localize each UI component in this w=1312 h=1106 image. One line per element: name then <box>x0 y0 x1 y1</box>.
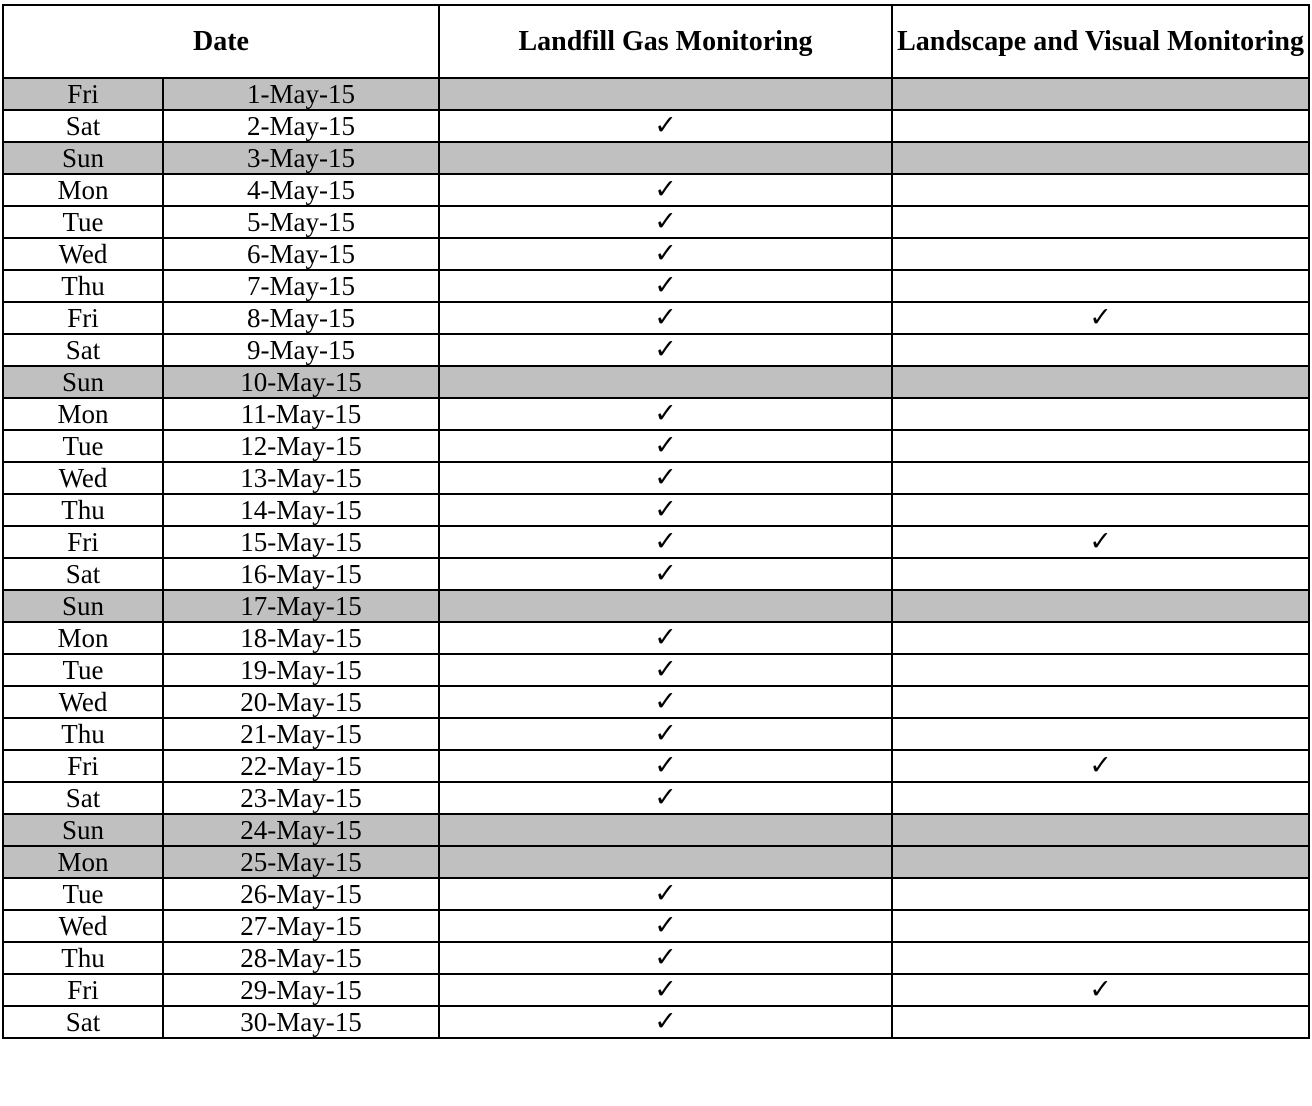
table-row <box>3 814 1309 846</box>
landscape-visual-cell <box>892 910 1309 942</box>
table-row <box>3 398 1309 430</box>
check-mark-icon: ✓ <box>654 686 677 717</box>
date-cell: 26-May-15 <box>163 878 439 910</box>
check-mark-icon: ✓ <box>1089 974 1112 1005</box>
landfill-gas-column-header: Landfill Gas Monitoring <box>439 5 892 78</box>
check-mark-icon: ✓ <box>654 206 677 237</box>
day-cell: Fri <box>3 302 163 334</box>
check-mark-icon: ✓ <box>1089 302 1112 333</box>
date-cell: 25-May-15 <box>163 846 439 878</box>
day-cell: Sat <box>3 110 163 142</box>
check-mark-icon: ✓ <box>654 942 677 973</box>
landfill-gas-cell <box>439 942 892 974</box>
landfill-gas-cell <box>439 494 892 526</box>
landscape-visual-cell <box>892 1006 1309 1038</box>
landfill-gas-cell <box>439 654 892 686</box>
landscape-visual-cell <box>892 814 1309 846</box>
date-cell: 29-May-15 <box>163 974 439 1006</box>
date-cell: 22-May-15 <box>163 750 439 782</box>
table-row <box>3 462 1309 494</box>
day-cell: Thu <box>3 718 163 750</box>
landfill-gas-cell <box>439 334 892 366</box>
day-cell: Tue <box>3 654 163 686</box>
day-cell: Wed <box>3 462 163 494</box>
landfill-gas-cell <box>439 910 892 942</box>
date-cell: 4-May-15 <box>163 174 439 206</box>
date-cell: 27-May-15 <box>163 910 439 942</box>
landfill-gas-cell <box>439 142 892 174</box>
date-cell: 6-May-15 <box>163 238 439 270</box>
landfill-gas-cell <box>439 974 892 1006</box>
day-cell: Sat <box>3 558 163 590</box>
table-header-row <box>3 5 1309 78</box>
table-row <box>3 686 1309 718</box>
day-cell: Sun <box>3 590 163 622</box>
check-mark-icon: ✓ <box>654 302 677 333</box>
check-mark-icon: ✓ <box>654 430 677 461</box>
landscape-visual-cell <box>892 206 1309 238</box>
check-mark-icon: ✓ <box>654 1006 677 1037</box>
table-row <box>3 430 1309 462</box>
table-row <box>3 238 1309 270</box>
landscape-visual-cell <box>892 878 1309 910</box>
day-cell: Sun <box>3 814 163 846</box>
landfill-gas-cell <box>439 718 892 750</box>
table-row <box>3 174 1309 206</box>
day-cell: Thu <box>3 270 163 302</box>
table-row <box>3 1006 1309 1038</box>
landfill-gas-cell <box>439 302 892 334</box>
check-mark-icon: ✓ <box>654 270 677 301</box>
landscape-visual-cell <box>892 558 1309 590</box>
landfill-gas-cell <box>439 270 892 302</box>
day-cell: Mon <box>3 174 163 206</box>
day-cell: Fri <box>3 974 163 1006</box>
landscape-visual-cell <box>892 366 1309 398</box>
table-row <box>3 590 1309 622</box>
schedule-body <box>3 78 1309 1038</box>
check-mark-icon: ✓ <box>654 974 677 1005</box>
day-cell: Thu <box>3 942 163 974</box>
day-cell: Tue <box>3 430 163 462</box>
landfill-gas-cell <box>439 78 892 110</box>
day-cell: Mon <box>3 846 163 878</box>
landscape-visual-cell <box>892 110 1309 142</box>
table-row <box>3 622 1309 654</box>
landscape-visual-cell <box>892 718 1309 750</box>
table-row <box>3 526 1309 558</box>
date-cell: 8-May-15 <box>163 302 439 334</box>
date-cell: 16-May-15 <box>163 558 439 590</box>
landfill-gas-cell <box>439 526 892 558</box>
date-cell: 5-May-15 <box>163 206 439 238</box>
check-mark-icon: ✓ <box>654 750 677 781</box>
check-mark-icon: ✓ <box>654 878 677 909</box>
landscape-visual-cell <box>892 302 1309 334</box>
table-row <box>3 718 1309 750</box>
landfill-gas-cell <box>439 398 892 430</box>
check-mark-icon: ✓ <box>1089 526 1112 557</box>
date-cell: 12-May-15 <box>163 430 439 462</box>
landscape-visual-cell <box>892 654 1309 686</box>
landscape-visual-cell <box>892 334 1309 366</box>
monitoring-schedule-table <box>2 4 1310 1039</box>
landfill-gas-cell <box>439 558 892 590</box>
check-mark-icon: ✓ <box>654 334 677 365</box>
landfill-gas-cell <box>439 686 892 718</box>
table-row <box>3 846 1309 878</box>
date-cell: 30-May-15 <box>163 1006 439 1038</box>
date-cell: 7-May-15 <box>163 270 439 302</box>
check-mark-icon: ✓ <box>654 526 677 557</box>
check-mark-icon: ✓ <box>654 910 677 941</box>
day-cell: Tue <box>3 206 163 238</box>
table-row <box>3 494 1309 526</box>
landscape-visual-cell <box>892 494 1309 526</box>
check-mark-icon: ✓ <box>654 558 677 589</box>
landscape-visual-cell <box>892 174 1309 206</box>
check-mark-icon: ✓ <box>654 462 677 493</box>
date-cell: 20-May-15 <box>163 686 439 718</box>
date-cell: 9-May-15 <box>163 334 439 366</box>
table-row <box>3 270 1309 302</box>
landscape-visual-cell <box>892 622 1309 654</box>
check-mark-icon: ✓ <box>654 622 677 653</box>
date-cell: 28-May-15 <box>163 942 439 974</box>
date-cell: 17-May-15 <box>163 590 439 622</box>
landscape-visual-cell <box>892 142 1309 174</box>
landscape-visual-cell <box>892 942 1309 974</box>
table-row <box>3 974 1309 1006</box>
landfill-gas-cell <box>439 174 892 206</box>
landscape-visual-column-header: Landscape and Visual Monitoring <box>892 5 1309 78</box>
landscape-visual-cell <box>892 430 1309 462</box>
landscape-visual-cell <box>892 974 1309 1006</box>
date-cell: 10-May-15 <box>163 366 439 398</box>
date-cell: 19-May-15 <box>163 654 439 686</box>
date-cell: 24-May-15 <box>163 814 439 846</box>
table-row <box>3 878 1309 910</box>
day-cell: Fri <box>3 750 163 782</box>
day-cell: Mon <box>3 622 163 654</box>
table-row <box>3 334 1309 366</box>
check-mark-icon: ✓ <box>654 110 677 141</box>
landscape-visual-cell <box>892 590 1309 622</box>
landfill-gas-cell <box>439 750 892 782</box>
landscape-visual-cell <box>892 398 1309 430</box>
table-row <box>3 558 1309 590</box>
check-mark-icon: ✓ <box>654 398 677 429</box>
table-row <box>3 366 1309 398</box>
check-mark-icon: ✓ <box>654 782 677 813</box>
day-cell: Sun <box>3 142 163 174</box>
day-cell: Mon <box>3 398 163 430</box>
landfill-gas-cell <box>439 110 892 142</box>
landscape-visual-cell <box>892 686 1309 718</box>
landfill-gas-cell <box>439 590 892 622</box>
landscape-visual-cell <box>892 78 1309 110</box>
day-cell: Wed <box>3 238 163 270</box>
check-mark-icon: ✓ <box>654 174 677 205</box>
day-cell: Sat <box>3 334 163 366</box>
date-cell: 11-May-15 <box>163 398 439 430</box>
check-mark-icon: ✓ <box>1089 750 1112 781</box>
landscape-visual-cell <box>892 846 1309 878</box>
day-cell: Tue <box>3 878 163 910</box>
check-mark-icon: ✓ <box>654 238 677 269</box>
landfill-gas-cell <box>439 1006 892 1038</box>
landscape-visual-cell <box>892 270 1309 302</box>
landfill-gas-cell <box>439 782 892 814</box>
date-cell: 15-May-15 <box>163 526 439 558</box>
date-cell: 18-May-15 <box>163 622 439 654</box>
date-cell: 1-May-15 <box>163 78 439 110</box>
table-row <box>3 942 1309 974</box>
landscape-visual-cell <box>892 462 1309 494</box>
check-mark-icon: ✓ <box>654 654 677 685</box>
table-row <box>3 782 1309 814</box>
landfill-gas-cell <box>439 238 892 270</box>
date-column-header: Date <box>3 5 439 78</box>
landscape-visual-cell <box>892 782 1309 814</box>
landfill-gas-cell <box>439 430 892 462</box>
check-mark-icon: ✓ <box>654 494 677 525</box>
day-cell: Fri <box>3 526 163 558</box>
landscape-visual-cell <box>892 238 1309 270</box>
date-cell: 21-May-15 <box>163 718 439 750</box>
day-cell: Sat <box>3 782 163 814</box>
landfill-gas-cell <box>439 206 892 238</box>
landfill-gas-cell <box>439 366 892 398</box>
landscape-visual-cell <box>892 526 1309 558</box>
landfill-gas-cell <box>439 846 892 878</box>
table-row <box>3 750 1309 782</box>
date-cell: 3-May-15 <box>163 142 439 174</box>
table-row <box>3 654 1309 686</box>
day-cell: Thu <box>3 494 163 526</box>
table-row <box>3 302 1309 334</box>
day-cell: Wed <box>3 910 163 942</box>
date-cell: 2-May-15 <box>163 110 439 142</box>
date-cell: 23-May-15 <box>163 782 439 814</box>
landscape-visual-cell <box>892 750 1309 782</box>
landfill-gas-cell <box>439 878 892 910</box>
day-cell: Wed <box>3 686 163 718</box>
landfill-gas-cell <box>439 814 892 846</box>
landfill-gas-cell <box>439 462 892 494</box>
landfill-gas-cell <box>439 622 892 654</box>
table-row <box>3 78 1309 110</box>
day-cell: Sun <box>3 366 163 398</box>
table-row <box>3 142 1309 174</box>
date-cell: 13-May-15 <box>163 462 439 494</box>
date-cell: 14-May-15 <box>163 494 439 526</box>
check-mark-icon: ✓ <box>654 718 677 749</box>
day-cell: Fri <box>3 78 163 110</box>
day-cell: Sat <box>3 1006 163 1038</box>
table-row <box>3 206 1309 238</box>
table-row <box>3 110 1309 142</box>
table-row <box>3 910 1309 942</box>
